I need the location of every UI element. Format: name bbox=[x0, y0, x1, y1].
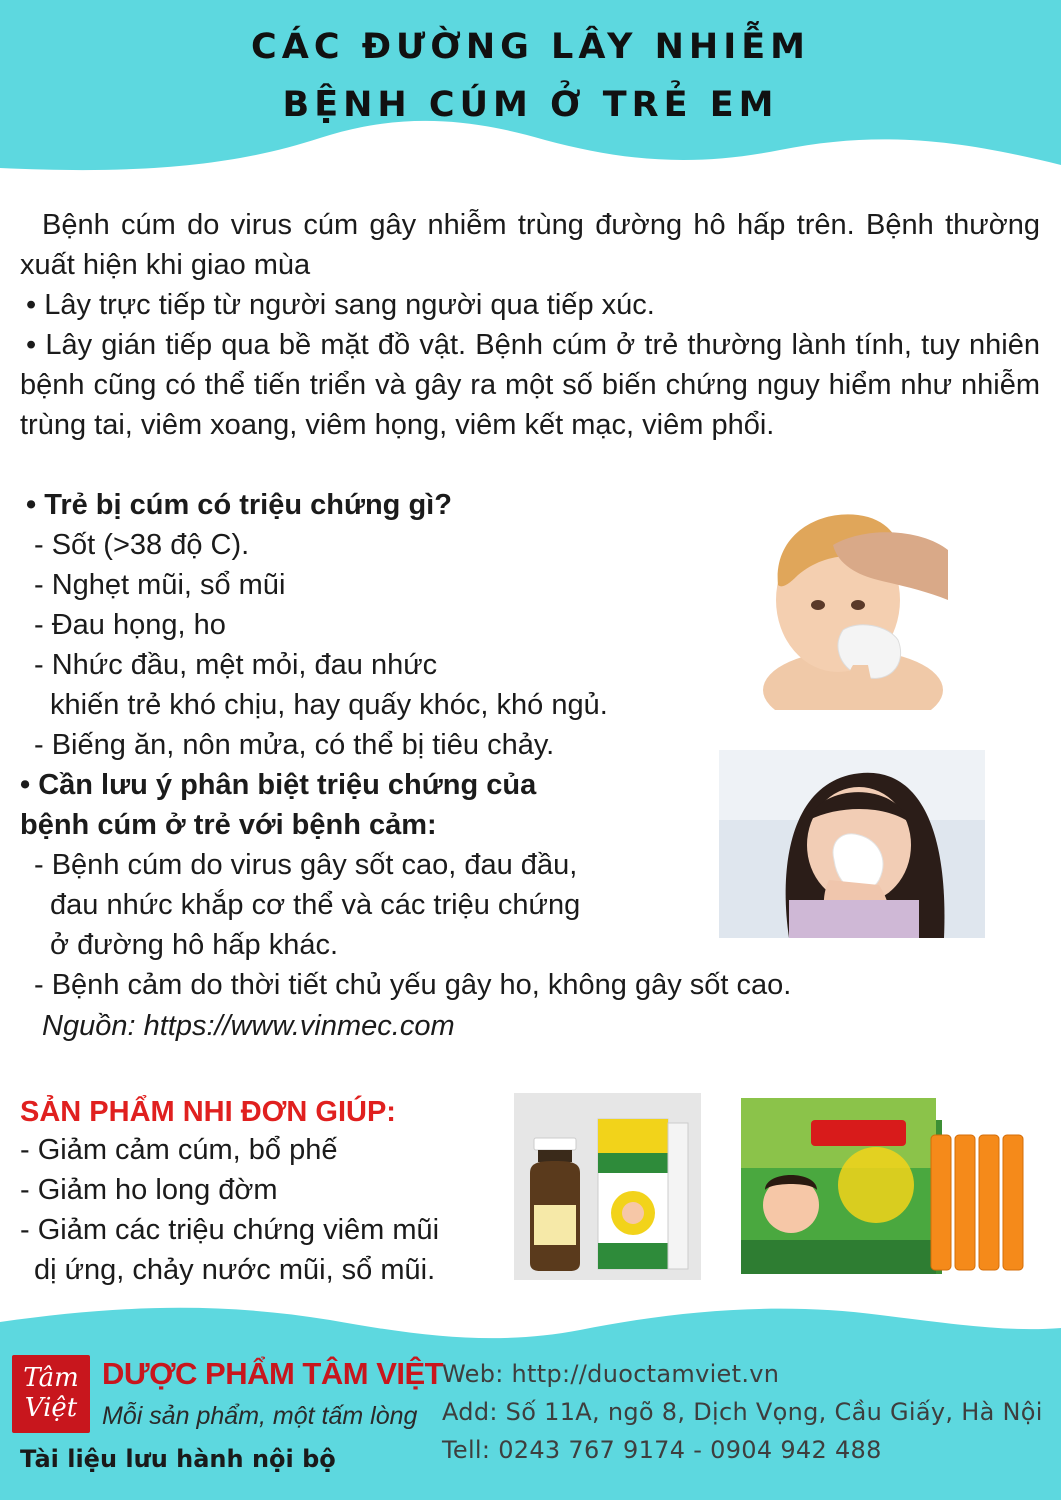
internal-document-note: Tài liệu lưu hành nội bộ bbox=[20, 1445, 336, 1473]
company-logo-text: Tâm Việt bbox=[23, 1363, 79, 1423]
source-citation: Nguồn: https://www.vinmec.com bbox=[42, 1010, 455, 1042]
transmission-bullet-indirect: • Lây gián tiếp qua bề mặt đồ vật. Bệnh cúm ở trẻ thường lành tính, tuy nhiên bệnh cũng có thể tiến triển và gây ra một số biến chứng nguy hiểm như nhiễm trùng tai, viêm xoang, viêm họng, viêm kết mạc, viêm phổi. bbox=[20, 329, 1040, 441]
girl-sneezing-photo bbox=[719, 750, 985, 938]
company-brand-name: DƯỢC PHẨM TÂM VIỆT bbox=[102, 1356, 444, 1391]
distinguish-item: - Bệnh cảm do thời tiết chủ yếu gây ho, không gây sốt cao. bbox=[34, 969, 792, 1001]
distinguish-item-continued: ở đường hô hấp khác. bbox=[50, 929, 339, 961]
product-benefit-item: - Giảm ho long đờm bbox=[20, 1174, 278, 1206]
contact-address: Add: Số 11A, ngõ 8, Dịch Vọng, Cầu Giấy, Hà Nội bbox=[442, 1398, 1043, 1426]
symptoms-heading: • Trẻ bị cúm có triệu chứng gì? bbox=[26, 489, 452, 521]
distinguish-item: - Bệnh cúm do virus gây sốt cao, đau đầu, bbox=[34, 849, 578, 881]
product-heading: SẢN PHẨM NHI ĐƠN GIÚP: bbox=[20, 1096, 396, 1128]
contact-website[interactable]: Web: http://duoctamviet.vn bbox=[442, 1360, 780, 1388]
child-fever-photo bbox=[758, 505, 948, 710]
product-box-photo bbox=[741, 1090, 1041, 1280]
symptom-item: - Nghẹt mũi, sổ mũi bbox=[34, 569, 286, 601]
syrup-bottle-photo bbox=[514, 1093, 701, 1280]
product-benefit-item: - Giảm cảm cúm, bổ phế bbox=[20, 1134, 338, 1166]
product-benefit-item-continued: dị ứng, chảy nước mũi, sổ mũi. bbox=[34, 1254, 436, 1286]
distinguish-item-continued: đau nhức khắp cơ thể và các triệu chứng bbox=[50, 889, 581, 921]
page-title-line-2: BỆNH CÚM Ở TRẺ EM bbox=[282, 85, 779, 125]
symptom-item: - Đau họng, ho bbox=[34, 609, 226, 641]
symptom-item-continued: khiến trẻ khó chịu, hay quấy khóc, khó ngủ. bbox=[50, 689, 608, 721]
company-slogan: Mỗi sản phẩm, một tấm lòng bbox=[102, 1402, 418, 1430]
contact-phone: Tell: 0243 767 9174 - 0904 942 488 bbox=[442, 1436, 882, 1464]
symptom-item: - Nhức đầu, mệt mỏi, đau nhức bbox=[34, 649, 438, 681]
distinguish-heading-line-2: bệnh cúm ở trẻ với bệnh cảm: bbox=[20, 809, 437, 841]
company-logo bbox=[12, 1355, 90, 1433]
intro-paragraph: Bệnh cúm do virus cúm gây nhiễm trùng đường hô hấp trên. Bệnh thường xuất hiện khi giao mùa bbox=[20, 209, 1040, 281]
distinguish-heading-line-1: • Cần lưu ý phân biệt triệu chứng của bbox=[20, 769, 537, 801]
symptom-item: - Biếng ăn, nôn mửa, có thể bị tiêu chảy. bbox=[34, 729, 555, 761]
product-benefit-item: - Giảm các triệu chứng viêm mũi bbox=[20, 1214, 440, 1246]
page-title-line-1: CÁC ĐƯỜNG LÂY NHIỄM bbox=[251, 27, 810, 67]
transmission-bullet-direct: • Lây trực tiếp từ người sang người qua tiếp xúc. bbox=[26, 289, 655, 321]
symptom-item: - Sốt (>38 độ C). bbox=[34, 529, 250, 561]
